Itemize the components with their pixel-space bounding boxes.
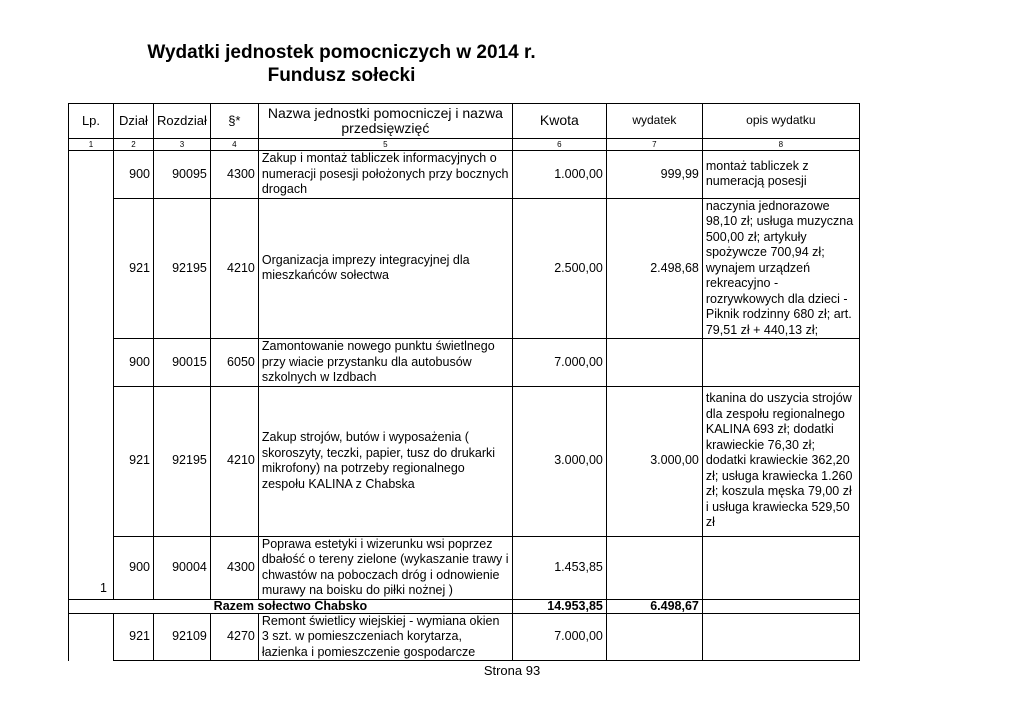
opis-cell bbox=[702, 613, 859, 661]
column-number-row bbox=[69, 139, 860, 151]
header-rozdzial: Rozdział bbox=[154, 104, 211, 139]
paragraf-cell: 4210 bbox=[210, 198, 258, 339]
dzial-cell: 900 bbox=[114, 536, 154, 599]
nazwa-cell: Remont świetlicy wiejskiej - wymiana okien 3 szt. w pomieszczeniach korytarza, łazienka i pomieszczenie gospodarcze bbox=[258, 613, 512, 661]
rozdzial-cell: 92109 bbox=[154, 613, 211, 661]
nazwa-cell: Poprawa estetyki i wizerunku wsi poprzez dbałość o tereny zielone (wykaszanie trawy i chwastów na poboczach dróg i odnowienie murawy na boisku do piłki nożnej ) bbox=[258, 536, 512, 599]
col-number: 4 bbox=[210, 139, 258, 151]
header-wydatek: wydatek bbox=[606, 104, 702, 139]
kwota-cell: 3.000,00 bbox=[512, 386, 606, 536]
lp-cell bbox=[69, 613, 114, 661]
header-kwota: Kwota bbox=[512, 104, 606, 139]
rozdzial-cell: 92195 bbox=[154, 386, 211, 536]
col-number: 3 bbox=[154, 139, 211, 151]
dzial-cell: 921 bbox=[114, 386, 154, 536]
paragraf-cell: 4300 bbox=[210, 151, 258, 199]
col-number: 7 bbox=[606, 139, 702, 151]
table-row bbox=[69, 151, 860, 199]
dzial-cell: 900 bbox=[114, 151, 154, 199]
page-number: Strona 93 bbox=[483, 663, 541, 678]
table-row bbox=[69, 613, 860, 661]
paragraf-cell: 6050 bbox=[210, 339, 258, 387]
dzial-cell: 921 bbox=[114, 198, 154, 339]
opis-cell: tkanina do uszycia strojów dla zespołu regionalnego KALINA 693 zł; dodatki krawieckie 76,30 zł; dodatki krawieckie 362,20 zł; usługa krawiecka 1.260 zł; koszula męska 79,00 zł i usługa krawiecka 529,50 zł bbox=[702, 386, 859, 536]
summary-label: Razem sołectwo Chabsko bbox=[69, 599, 513, 613]
kwota-cell: 7.000,00 bbox=[512, 339, 606, 387]
opis-cell bbox=[702, 536, 859, 599]
opis-cell: naczynia jednorazowe 98,10 zł; usługa muzyczna 500,00 zł; artykuły spożywcze 700,94 zł; wynajem urządzeń rekreacyjno - rozrywkowych dla dzieci - Piknik rodzinny 680 zł; art. 79,51 zł + 440,13 zł; bbox=[702, 198, 859, 339]
wydatek-cell bbox=[606, 536, 702, 599]
nazwa-cell: Zamontowanie nowego punktu świetlnego przy wiacie przystanku dla autobusów szkolnych w Izdbach bbox=[258, 339, 512, 387]
expenses-table bbox=[68, 103, 860, 661]
lp-number: 1 bbox=[100, 581, 107, 595]
kwota-cell: 2.500,00 bbox=[512, 198, 606, 339]
rozdzial-cell: 90015 bbox=[154, 339, 211, 387]
paragraf-cell: 4270 bbox=[210, 613, 258, 661]
summary-opis bbox=[702, 599, 859, 613]
header-dzial: Dział bbox=[114, 104, 154, 139]
header-opis: opis wydatku bbox=[702, 104, 859, 139]
col-number: 8 bbox=[702, 139, 859, 151]
document-subtitle: Fundusz sołecki bbox=[267, 65, 416, 86]
kwota-cell: 1.000,00 bbox=[512, 151, 606, 199]
table-row bbox=[69, 339, 860, 387]
paragraf-cell: 4210 bbox=[210, 386, 258, 536]
rozdzial-cell: 90004 bbox=[154, 536, 211, 599]
table-row bbox=[69, 198, 860, 339]
col-number: 6 bbox=[512, 139, 606, 151]
lp-cell bbox=[69, 151, 114, 600]
summary-kwota: 14.953,85 bbox=[512, 599, 606, 613]
dzial-cell: 921 bbox=[114, 613, 154, 661]
wydatek-cell: 3.000,00 bbox=[606, 386, 702, 536]
table-row bbox=[69, 536, 860, 599]
paragraf-cell: 4300 bbox=[210, 536, 258, 599]
opis-cell bbox=[702, 339, 859, 387]
rozdzial-cell: 92195 bbox=[154, 198, 211, 339]
nazwa-cell: Zakup i montaż tabliczek informacyjnych o numeracji posesji położonych przy bocznych drogach bbox=[258, 151, 512, 199]
summary-row bbox=[69, 599, 860, 613]
header-row bbox=[69, 104, 860, 139]
wydatek-cell bbox=[606, 339, 702, 387]
kwota-cell: 1.453,85 bbox=[512, 536, 606, 599]
nazwa-cell: Zakup strojów, butów i wyposażenia ( skoroszyty, teczki, papier, tusz do drukarki mikrofony) na potrzeby regionalnego zespołu KALINA z Chabska bbox=[258, 386, 512, 536]
nazwa-cell: Organizacja imprezy integracyjnej dla mieszkańców sołectwa bbox=[258, 198, 512, 339]
col-number: 2 bbox=[114, 139, 154, 151]
summary-wydatek: 6.498,67 bbox=[606, 599, 702, 613]
kwota-cell: 7.000,00 bbox=[512, 613, 606, 661]
dzial-cell: 900 bbox=[114, 339, 154, 387]
document-title: Wydatki jednostek pomocniczych w 2014 r. bbox=[147, 42, 536, 63]
col-number: 5 bbox=[258, 139, 512, 151]
wydatek-cell bbox=[606, 613, 702, 661]
wydatek-cell: 2.498,68 bbox=[606, 198, 702, 339]
table-row bbox=[69, 386, 860, 536]
col-number: 1 bbox=[69, 139, 114, 151]
rozdzial-cell: 90095 bbox=[154, 151, 211, 199]
wydatek-cell: 999,99 bbox=[606, 151, 702, 199]
header-paragraf: §* bbox=[210, 104, 258, 139]
header-nazwa: Nazwa jednostki pomocniczej i nazwa przedsięwzięć bbox=[258, 104, 512, 139]
header-lp: Lp. bbox=[69, 104, 114, 139]
opis-cell: montaż tabliczek z numeracją posesji bbox=[702, 151, 859, 199]
